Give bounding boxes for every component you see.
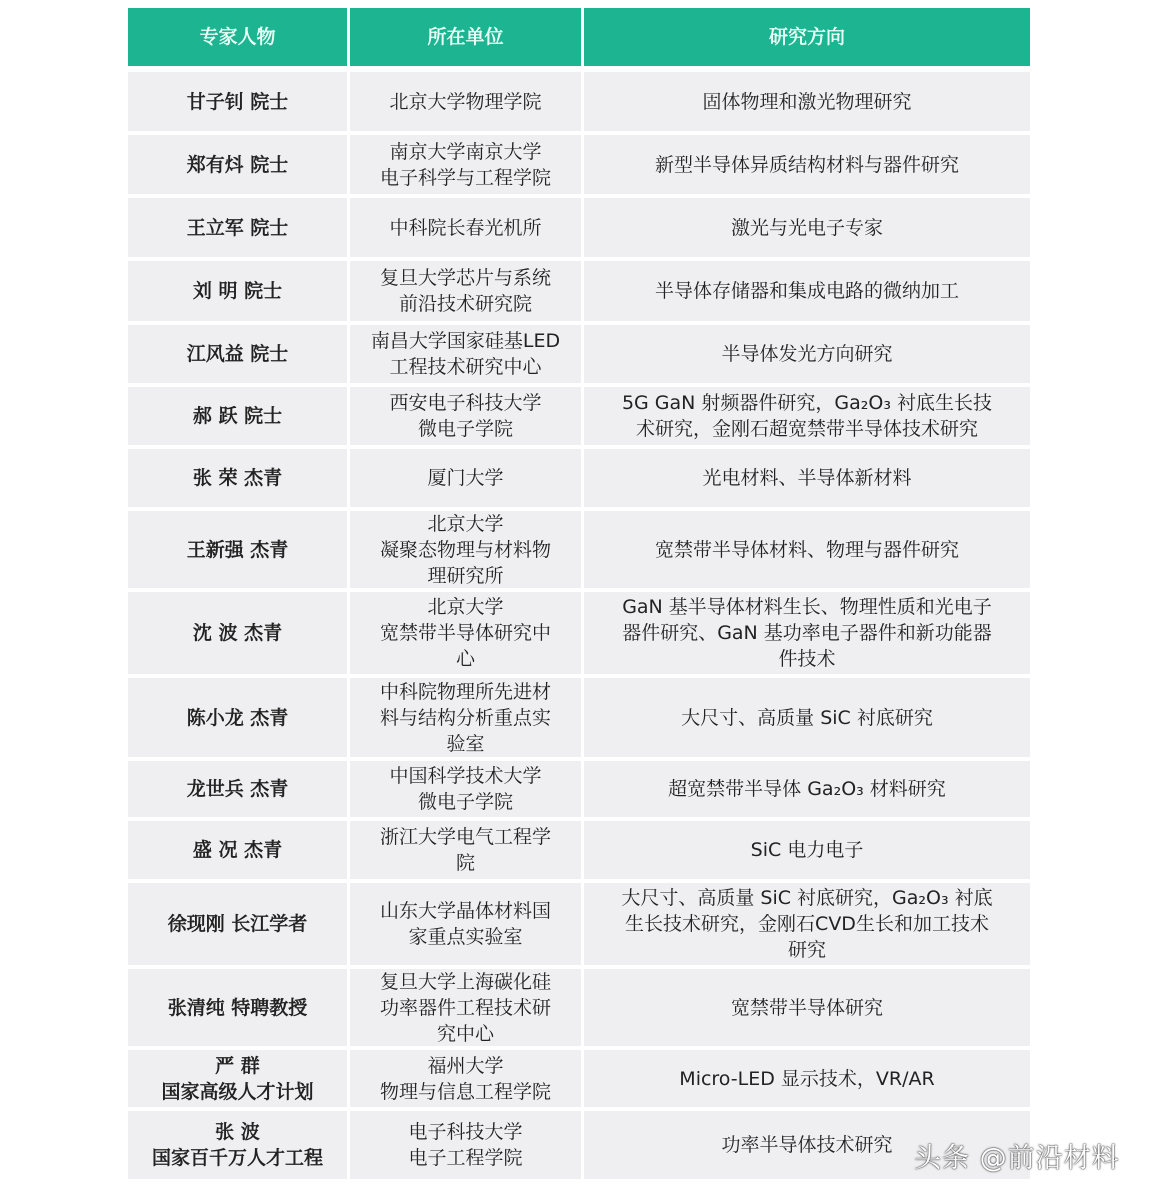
expert-name-cell: 陈小龙 杰青 [128, 678, 347, 757]
direction-cell: 5G GaN 射频器件研究，Ga₂O₃ 衬底生长技 术研究，金刚石超宽禁带半导体技术研究 [584, 387, 1030, 445]
header-expert: 专家人物 [128, 8, 347, 66]
unit-cell: 北京大学物理学院 [350, 72, 581, 131]
expert-name-cell: 王新强 杰青 [128, 511, 347, 588]
direction-cell: 新型半导体异质结构材料与器件研究 [584, 135, 1030, 194]
expert-name-cell: 郝 跃 院士 [128, 387, 347, 445]
expert-name-cell: 严 群 国家高级人才计划 [128, 1050, 347, 1107]
direction-cell: 固体物理和激光物理研究 [584, 72, 1030, 131]
expert-name-cell: 沈 波 杰青 [128, 592, 347, 674]
direction-cell: 激光与光电子专家 [584, 198, 1030, 257]
direction-cell: 光电材料、半导体新材料 [584, 449, 1030, 507]
table-row [128, 969, 1030, 1046]
expert-name-cell: 徐现刚 长江学者 [128, 883, 347, 965]
unit-cell: 中科院长春光机所 [350, 198, 581, 257]
unit-cell: 电子科技大学 电子工程学院 [350, 1111, 581, 1179]
table-row [128, 592, 1030, 674]
unit-cell: 复旦大学上海碳化硅 功率器件工程技术研 究中心 [350, 969, 581, 1046]
direction-cell: 半导体发光方向研究 [584, 325, 1030, 383]
direction-cell: 超宽禁带半导体 Ga₂O₃ 材料研究 [584, 761, 1030, 817]
unit-cell: 山东大学晶体材料国 家重点实验室 [350, 883, 581, 965]
direction-cell: Micro-LED 显示技术，VR/AR [584, 1050, 1030, 1107]
experts-table [128, 8, 1030, 1183]
table-row [128, 678, 1030, 757]
expert-name-cell: 甘子钊 院士 [128, 72, 347, 131]
direction-cell: 功率半导体技术研究 [584, 1111, 1030, 1179]
watermark: 头条 @前沿材料 [914, 1143, 1120, 1174]
unit-cell: 浙江大学电气工程学 院 [350, 821, 581, 879]
table-row [128, 821, 1030, 879]
unit-cell: 西安电子科技大学 微电子学院 [350, 387, 581, 445]
unit-cell: 复旦大学芯片与系统 前沿技术研究院 [350, 261, 581, 321]
table-row [128, 72, 1030, 131]
unit-cell: 北京大学 凝聚态物理与材料物 理研究所 [350, 511, 581, 588]
expert-name-cell: 张 波 国家百千万人才工程 [128, 1111, 347, 1179]
table-row [128, 511, 1030, 588]
direction-cell: 半导体存储器和集成电路的微纳加工 [584, 261, 1030, 321]
table-row [128, 261, 1030, 321]
direction-cell: 大尺寸、高质量 SiC 衬底研究 [584, 678, 1030, 757]
direction-cell: GaN 基半导体材料生长、物理性质和光电子 器件研究、GaN 基功率电子器件和新功能器 件技术 [584, 592, 1030, 674]
expert-name-cell: 王立军 院士 [128, 198, 347, 257]
header-direction: 研究方向 [584, 8, 1030, 66]
direction-cell: 宽禁带半导体研究 [584, 969, 1030, 1046]
expert-name-cell: 江风益 院士 [128, 325, 347, 383]
table-row [128, 1111, 1030, 1179]
table-row [128, 198, 1030, 257]
direction-cell: 宽禁带半导体材料、物理与器件研究 [584, 511, 1030, 588]
direction-cell: SiC 电力电子 [584, 821, 1030, 879]
table-row [128, 325, 1030, 383]
table-row [128, 761, 1030, 817]
table-row [128, 387, 1030, 445]
table-row [128, 1050, 1030, 1107]
table-row [128, 449, 1030, 507]
unit-cell: 中国科学技术大学 微电子学院 [350, 761, 581, 817]
unit-cell: 北京大学 宽禁带半导体研究中 心 [350, 592, 581, 674]
table-row [128, 135, 1030, 194]
header-unit: 所在单位 [350, 8, 581, 66]
expert-name-cell: 郑有炓 院士 [128, 135, 347, 194]
unit-cell: 南京大学南京大学 电子科学与工程学院 [350, 135, 581, 194]
expert-name-cell: 刘 明 院士 [128, 261, 347, 321]
expert-name-cell: 盛 况 杰青 [128, 821, 347, 879]
unit-cell: 南昌大学国家硅基LED 工程技术研究中心 [350, 325, 581, 383]
table-header [128, 8, 1030, 66]
expert-name-cell: 龙世兵 杰青 [128, 761, 347, 817]
expert-name-cell: 张 荣 杰青 [128, 449, 347, 507]
unit-cell: 厦门大学 [350, 449, 581, 507]
direction-cell: 大尺寸、高质量 SiC 衬底研究，Ga₂O₃ 衬底 生长技术研究，金刚石CVD生长和加工技术 研究 [584, 883, 1030, 965]
unit-cell: 中科院物理所先进材 料与结构分析重点实 验室 [350, 678, 581, 757]
unit-cell: 福州大学 物理与信息工程学院 [350, 1050, 581, 1107]
table-row [128, 883, 1030, 965]
expert-name-cell: 张清纯 特聘教授 [128, 969, 347, 1046]
